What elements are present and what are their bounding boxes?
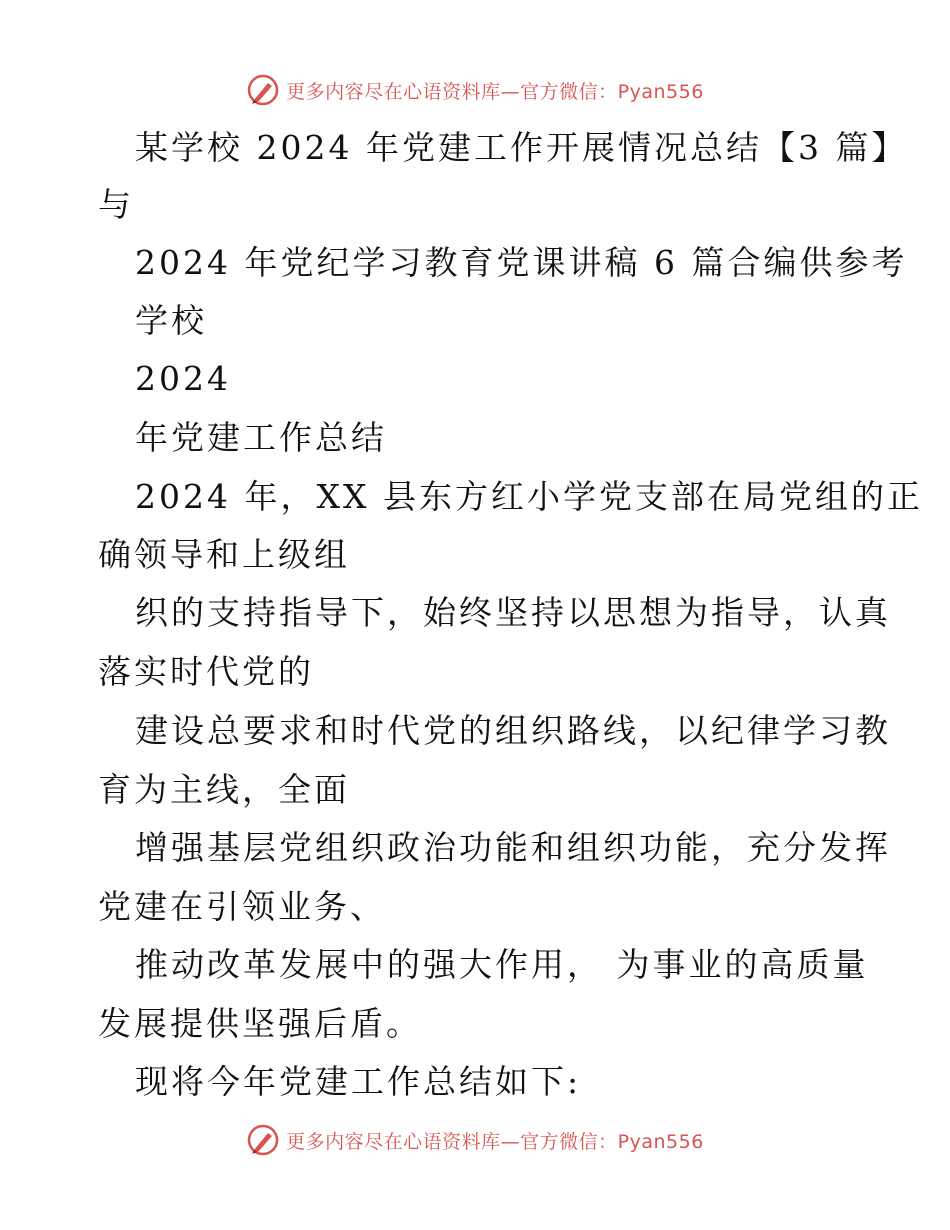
body-paragraph-line: 2024 年，XX 县东方红小学党支部在局党组的正 — [135, 477, 923, 516]
section-heading-year: 2024 — [135, 359, 231, 398]
pen-logo-icon — [246, 1123, 280, 1157]
pen-logo-icon — [246, 73, 280, 107]
watermark-footer — [0, 1118, 950, 1162]
doc-title-line-3: 2024 年党纪学习教育党课讲稿 6 篇合编供参考 — [135, 243, 908, 282]
watermark-text: 更多内容尽在心语资料库—官方微信：Pyan556 — [286, 80, 704, 103]
body-paragraph-line: 党建在引领业务、 — [98, 887, 386, 926]
body-paragraph-line: 增强基层党组织政治功能和组织功能，充分发挥 — [135, 828, 891, 867]
body-paragraph-line: 建设总要求和时代党的组织路线，以纪律学习教 — [135, 711, 891, 750]
body-paragraph-line: 发展提供坚强后盾。 — [98, 1004, 422, 1043]
body-paragraph-line: 推动改革发展中的强大作用， 为事业的高质量 — [135, 945, 869, 984]
body-paragraph-line: 育为主线，全面 — [98, 770, 350, 809]
doc-title-line-1: 某学校 2024 年党建工作开展情况总结【3 篇】 — [135, 128, 908, 167]
body-paragraph-line: 确领导和上级组 — [98, 535, 350, 574]
body-paragraph-line: 落实时代党的 — [98, 652, 314, 691]
watermark-header — [0, 68, 950, 112]
section-heading-title: 年党建工作总结 — [135, 418, 387, 457]
body-paragraph-line: 织的支持指导下，始终坚持以思想为指导，认真 — [135, 593, 891, 632]
doc-title-line-2: 与 — [98, 185, 134, 224]
watermark-text: 更多内容尽在心语资料库—官方微信：Pyan556 — [286, 1130, 704, 1153]
section-heading-school: 学校 — [135, 301, 207, 340]
body-paragraph-line: 现将今年党建工作总结如下: — [135, 1062, 582, 1101]
